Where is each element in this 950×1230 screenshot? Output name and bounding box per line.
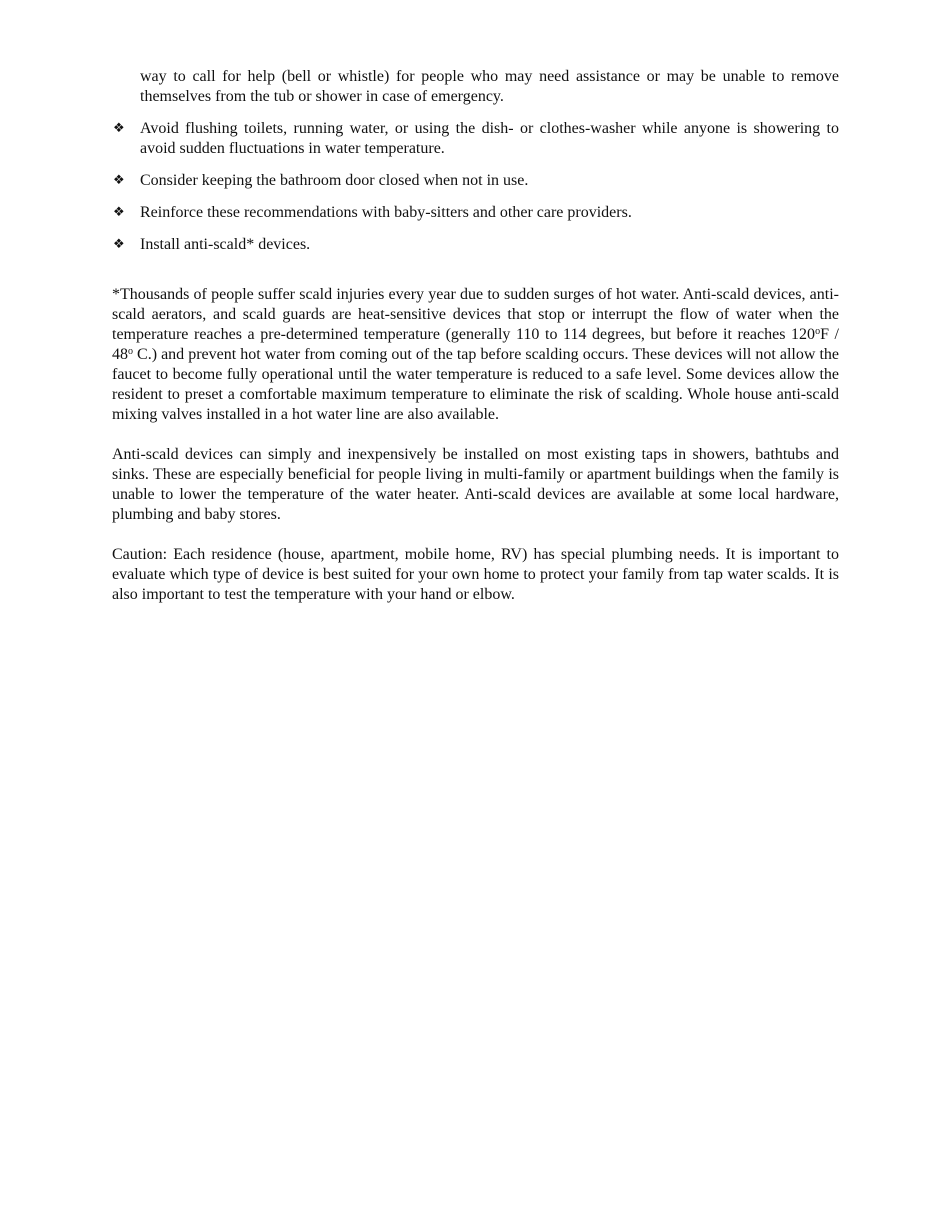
document-page	[112, 67, 839, 625]
diamond-bullet-icon: ❖	[113, 121, 125, 136]
footnote-text-end: C.) and prevent hot water from coming out of the tap before scalding occurs. These devices will not allow the faucet to become fully operational until the water temperature is reduced to a safe level. Some devices allow the resident to preset a comfortable maximum temperature to eliminate the risk of scalding. Whole house anti-scald mixing valves installed in a hot water line are also available.	[112, 346, 839, 423]
bullet-text: Consider keeping the bathroom door closed when not in use.	[140, 172, 529, 189]
footnote-paragraph	[112, 285, 839, 425]
footnote-text-start: *Thousands of people suffer scald injuries every year due to sudden surges of hot water. Anti-scald devices, anti-scald aerators, and scald guards are heat-sensitive devices that stop or interrupt the flow of water when the temperature reaches a pre-determined temperature (generally 110 to 114 degrees, but before it reaches 120	[112, 286, 839, 343]
continued-bullet-text: way to call for help (bell or whistle) for people who may need assistance or may be unable to remove themselves from the tub or shower in case of emergency.	[140, 68, 839, 105]
diamond-bullet-icon: ❖	[113, 173, 125, 188]
bullet-item-care-providers	[112, 203, 839, 223]
caution-paragraph: Caution: Each residence (house, apartment, mobile home, RV) has special plumbing needs. It is important to evaluate which type of device is best suited for your own home to protect your family from tap water scalds. It is also important to test the temperature with your hand or elbow.	[112, 546, 839, 603]
diamond-bullet-icon: ❖	[113, 205, 125, 220]
bullet-item-anti-scald	[112, 235, 839, 255]
degree-mark: o	[128, 346, 133, 357]
safety-bullet-list	[112, 119, 839, 255]
bullet-text: Reinforce these recommendations with baby-sitters and other care providers.	[140, 204, 632, 221]
bullet-item-bathroom-door	[112, 171, 839, 191]
bullet-item-avoid-flushing	[112, 119, 839, 159]
footnote-text-mid: F / 48	[112, 326, 840, 363]
bullet-text: Install anti-scald* devices.	[140, 236, 311, 253]
degree-mark: o	[815, 326, 821, 337]
installation-paragraph: Anti-scald devices can simply and inexpensively be installed on most existing taps in showers, bathtubs and sinks. These are especially beneficial for people living in multi-family or apartment buildings when the family is unable to lower the temperature of the water heater. Anti-scald devices are available at some local hardware, plumbing and baby stores.	[112, 446, 839, 523]
diamond-bullet-icon: ❖	[113, 237, 125, 252]
bullet-text: Avoid flushing toilets, running water, or using the dish- or clothes-washer while anyone is showering to avoid sudden fluctuations in water temperature.	[140, 120, 839, 157]
